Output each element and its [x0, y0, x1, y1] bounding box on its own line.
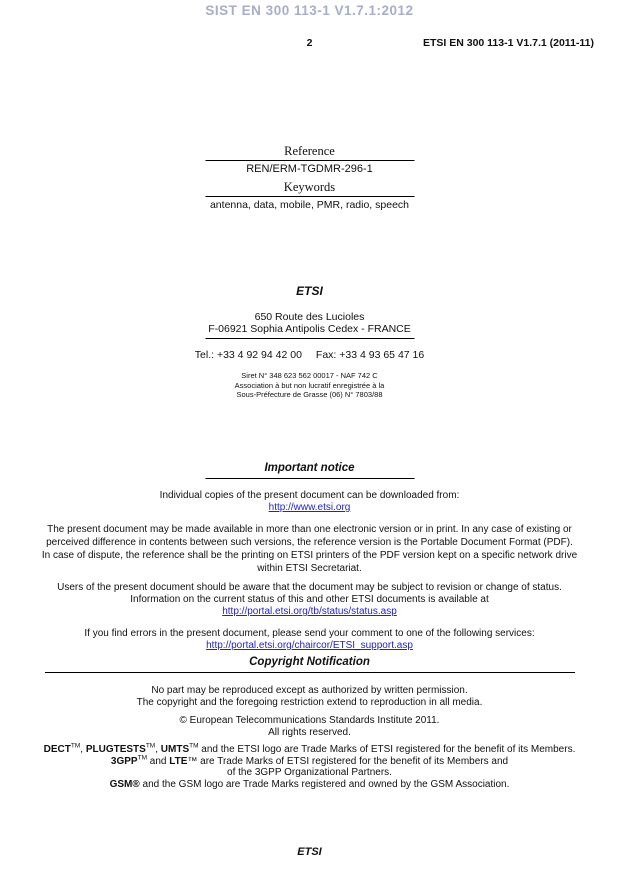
keywords-value: antenna, data, mobile, PMR, radio, speech — [209, 199, 410, 211]
trademark-plugtests: PLUGTESTS — [85, 744, 146, 755]
siret-line-3: Sous-Préfecture de Grasse (06) N° 7803/88 — [236, 390, 383, 399]
reference-underline — [205, 160, 414, 161]
copyright-permission-block — [25, 685, 594, 708]
availability-line-2: perceived difference in contents between such versions, the reference version is the Portable Document Format (PDF). — [46, 537, 573, 548]
org-name-heading: ETSI — [296, 284, 323, 298]
trademark-gsm: GSM® — [109, 778, 140, 790]
tm-superscript: TM — [137, 754, 147, 762]
copyright-notice-block — [25, 715, 594, 738]
support-link-line — [25, 640, 594, 652]
trademark-separator: , — [155, 744, 161, 755]
status-line-1: Users of the present document should be aware that the document may be subject to revision or change of status. — [57, 582, 562, 593]
copyright-institute-line: © European Telecommunications Standards Institute 2011. — [179, 715, 440, 726]
siret-line-2: Association à but non lucratif enregistrée à la — [234, 380, 385, 390]
tm-superscript: TM — [145, 742, 156, 750]
siret-block — [25, 371, 594, 400]
errors-paragraph — [25, 628, 594, 652]
address-underline — [205, 338, 414, 339]
availability-paragraph — [25, 523, 594, 575]
etsi-website-link[interactable]: http://www.etsi.org — [268, 502, 351, 513]
keywords-label: Keywords — [283, 180, 336, 194]
errors-text: If you find errors in the present document, please send your comment to one of the following services: — [84, 628, 535, 639]
support-link[interactable]: http://portal.etsi.org/chaircor/ETSI_support.asp — [206, 640, 413, 651]
siret-line-1: Siret N° 348 623 562 00017 - NAF 742 C — [241, 371, 378, 380]
tel-fax-line — [25, 349, 594, 361]
tel-value: Tel.: +33 4 92 94 42 00 — [194, 349, 302, 361]
trademark-separator: and — [146, 755, 170, 767]
keywords-underline — [205, 196, 414, 197]
copyright-rights-line: All rights reserved. — [268, 726, 351, 738]
tm-symbol: ™ — [187, 755, 198, 767]
trademark-block — [25, 744, 594, 790]
important-notice-underline — [205, 478, 414, 479]
copyright-underline — [45, 672, 575, 673]
availability-line-1: The present document may be made available in more than one electronic version or in print. In any case of existing or — [47, 524, 572, 535]
trademark-lte: LTE — [169, 755, 188, 767]
trademark-line-2-text: are Trade Marks of ETSI registered for the benefit of its Members and — [197, 755, 509, 767]
watermark-text: SIST EN 300 113-1 V1.7.1:2012 — [205, 3, 414, 18]
important-notice-title: Important notice — [264, 462, 355, 474]
page-number: 2 — [306, 37, 313, 49]
reference-label: Reference — [284, 144, 335, 158]
status-link-line — [25, 606, 594, 618]
copyright-title: Copyright Notification — [249, 656, 370, 668]
trademark-line-2 — [25, 756, 594, 768]
document-id: ETSI EN 300 113-1 V1.7.1 (2011-11) — [422, 37, 594, 49]
status-line-2: Information on the current status of this and other ETSI documents is available at — [130, 594, 489, 605]
fax-value: Fax: +33 4 93 65 47 16 — [315, 349, 425, 361]
trademark-separator: , — [80, 744, 86, 755]
tm-superscript: TM — [189, 742, 199, 750]
footer-etsi: ETSI — [297, 846, 322, 858]
trademark-line-1 — [25, 744, 594, 756]
trademark-line-4-text: and the GSM logo are Trade Marks registered and owned by the GSM Association. — [139, 778, 510, 790]
trademark-3gpp: 3GPP — [110, 755, 138, 767]
tm-superscript: TM — [70, 742, 81, 750]
trademark-umts: UMTS — [160, 744, 190, 755]
reference-value: REN/ERM-TGDMR-296-1 — [246, 163, 373, 175]
trademark-line-4 — [25, 779, 594, 791]
download-text: Individual copies of the present document can be downloaded from: — [159, 490, 460, 501]
availability-line-4: within ETSI Secretariat. — [257, 563, 362, 574]
copyright-line-2: The copyright and the foregoing restriction extend to reproduction in all media. — [136, 696, 483, 708]
trademark-line-1-text: and the ETSI logo are Trade Marks of ETSI registered for the benefit of its Members. — [198, 744, 576, 755]
trademark-line-3: of the 3GPP Organizational Partners. — [227, 767, 392, 778]
status-paragraph — [25, 582, 594, 618]
copyright-line-1: No part may be reproduced except as authorized by written permission. — [151, 685, 468, 696]
download-link-line — [25, 502, 594, 513]
address-line-1: 650 Route des Lucioles — [254, 311, 365, 323]
address-line-2: F-06921 Sophia Antipolis Cedex - FRANCE — [208, 323, 411, 335]
status-link[interactable]: http://portal.etsi.org/tb/status/status.asp — [222, 606, 397, 617]
availability-line-3: In case of dispute, the reference shall be the printing on ETSI printers of the PDF version kept on a specific network drive — [41, 550, 578, 561]
trademark-dect: DECT — [43, 744, 71, 755]
